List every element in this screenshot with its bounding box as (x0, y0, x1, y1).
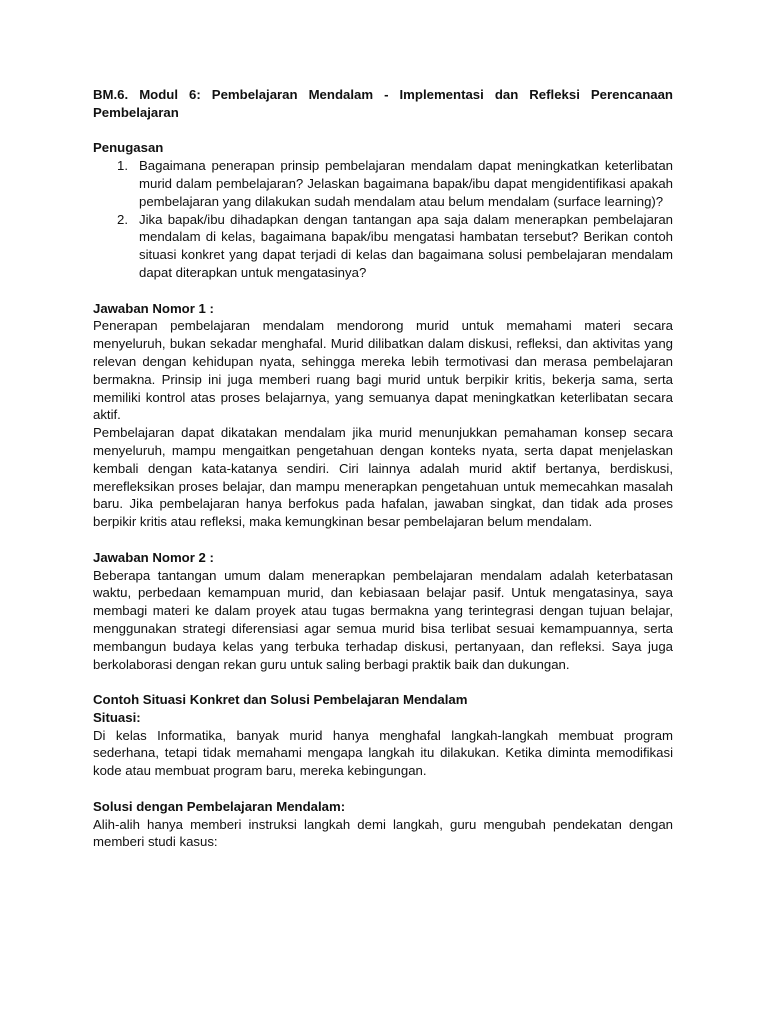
solution-text: Alih-alih hanya memberi instruksi langkah demi langkah, guru mengubah pendekatan dengan memberi studi kasus: (93, 816, 673, 850)
question-number: 1. (117, 158, 128, 174)
example-heading: Contoh Situasi Konkret dan Solusi Pembelajaran Mendalam (93, 692, 468, 708)
answer-2-paragraph: Beberapa tantangan umum dalam menerapkan pembelajaran mendalam adalah keterbatasan waktu, perbedaan kemampuan murid, dan kebiasaan belajar pasif. Untuk mengatasinya, saya membagi materi ke dalam proyek atau tugas bermakna yang terintegrasi dengan tujuan belajar, menggunakan strategi diferensiasi agar semua murid bisa terlibat sesuai kemampuannya, serta membangun budaya kelas yang terbuka terhadap diskusi, pertanyaan, dan refleksi. Saya juga berkolaborasi dengan rekan guru untuk saling berbagi praktik baik dan dukungan. (93, 567, 673, 672)
question-item (93, 211, 673, 282)
assignment-heading: Penugasan (93, 140, 164, 156)
answer-2-heading: Jawaban Nomor 2 : (93, 549, 214, 565)
situation-heading: Situasi: (93, 709, 141, 725)
spacer (93, 673, 673, 691)
question-number: 2. (117, 211, 128, 227)
answer-1-heading: Jawaban Nomor 1 : (93, 300, 214, 316)
question-text: Bagaimana penerapan prinsip pembelajaran mendalam dapat meningkatkan keterlibatan murid dalam pembelajaran? Jelaskan bagaimana bapak/ibu dapat mengidentifikasi apakah pembelajaran yang dilakukan sudah mendalam atau belum mendalam (surface learning)? (139, 158, 673, 209)
question-text: Jika bapak/ibu dihadapkan dengan tantangan apa saja dalam menerapkan pembelajaran mendalam di kelas, bagaimana bapak/ibu mengatasi hambatan tersebut? Berikan contoh situasi konkret yang dapat terjadi di kelas dan bagaimana solusi pembelajaran mendalam dapat diterapkan untuk mengatasinya? (139, 211, 673, 280)
document-title: BM.6. Modul 6: Pembelajaran Mendalam - Implementasi dan Refleksi Perencanaan Pembelajaran (93, 87, 673, 120)
answer-1-paragraph: Pembelajaran dapat dikatakan mendalam jika murid menunjukkan pemahaman konsep secara menyeluruh, mampu mengaitkan pengetahuan dengan konteks nyata, serta dapat menjelaskan kembali dengan kata-katanya sendiri. Ciri lainnya adalah murid aktif bertanya, berdiskusi, merefleksikan proses belajar, dan mampu menerapkan pengetahuan untuk memecahkan masalah baru. Jika pembelajaran hanya berfokus pada hafalan, jawaban singkat, dan tidak ada proses berpikir kritis atau refleksi, maka kemungkinan besar pembelajaran belum mendalam. (93, 425, 673, 530)
spacer (93, 122, 673, 140)
question-item (93, 157, 673, 210)
document-page (93, 86, 673, 851)
spacer (93, 531, 673, 549)
spacer (93, 780, 673, 798)
assignment-question-list (93, 157, 673, 282)
situation-text: Di kelas Informatika, banyak murid hanya menghafal langkah-langkah membuat program sederhana, tetapi tidak memahami mengapa langkah itu dilakukan. Ketika diminta memodifikasi kode atau membuat program baru, mereka kebingungan. (93, 727, 673, 779)
answer-1-paragraph: Penerapan pembelajaran mendalam mendorong murid untuk memahami materi secara menyeluruh, bukan sekadar menghafal. Murid dilibatkan dalam diskusi, refleksi, dan aktivitas yang relevan dengan kehidupan nyata, sehingga mereka lebih termotivasi dan merasa pembelajaran bermakna. Prinsip ini juga memberi ruang bagi murid untuk berpikir kritis, bekerja sama, serta memiliki kontrol atas proses belajarnya, yang semuanya dapat meningkatkan keterlibatan secara aktif. (93, 318, 673, 423)
solution-heading: Solusi dengan Pembelajaran Mendalam: (93, 798, 346, 814)
spacer (93, 282, 673, 300)
